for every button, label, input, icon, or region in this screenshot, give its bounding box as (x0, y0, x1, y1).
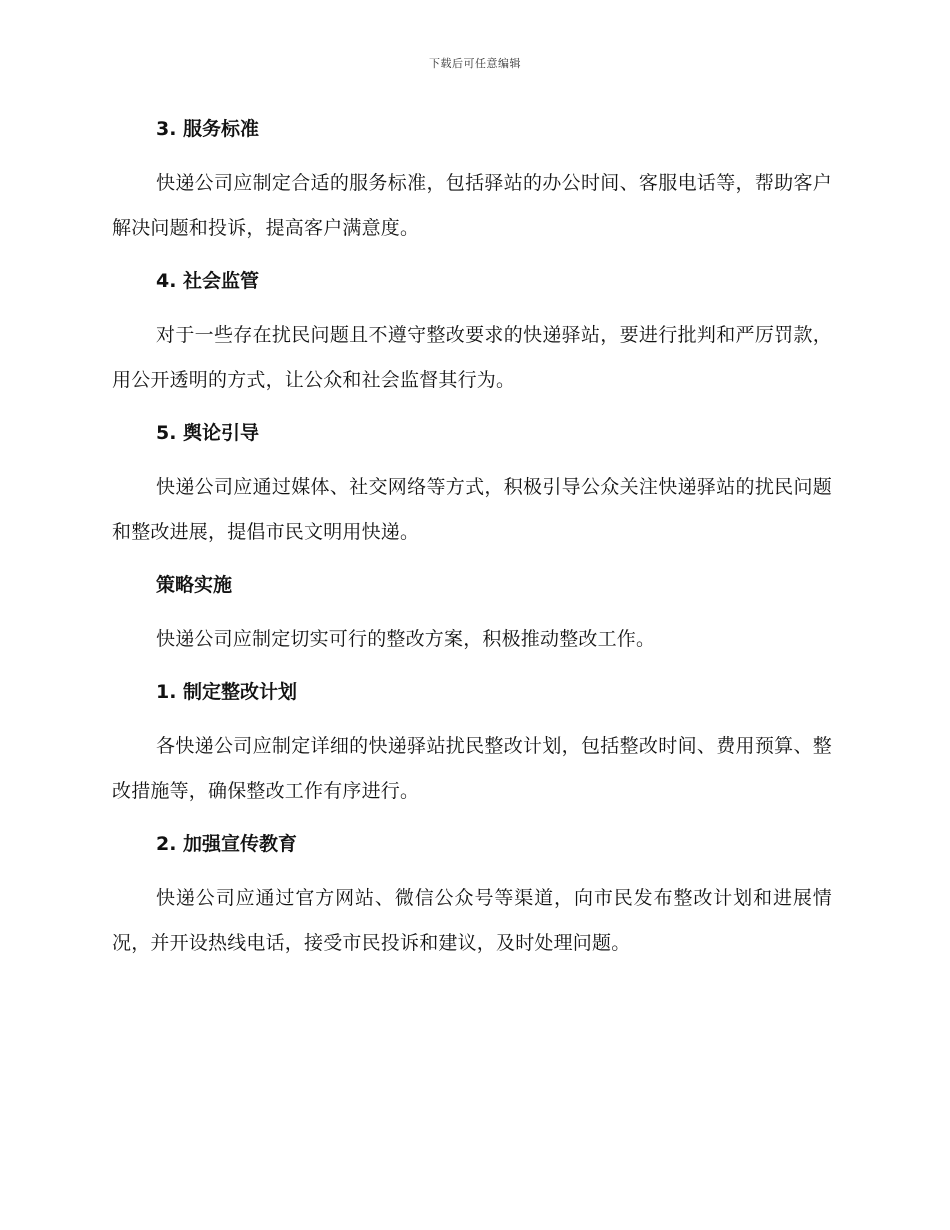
heading-service-standard: 3. 服务标准 (156, 118, 260, 140)
heading-rectification-plan: 1. 制定整改计划 (156, 681, 298, 703)
heading-publicity-education: 2. 加强宣传教育 (156, 833, 298, 855)
heading-social-supervision: 4. 社会监管 (156, 270, 260, 292)
heading-public-opinion: 5. 舆论引导 (156, 422, 260, 444)
paragraph-rectification-plan: 各快递公司应制定详细的快递驿站扰民整改计划，包括整改时间、费用预算、整改措施等，确保整改工作有序进行。 (112, 735, 832, 802)
paragraph-public-opinion: 快递公司应通过媒体、社交网络等方式，积极引导公众关注快递驿站的扰民问题和整改进展，提倡市民文明用快递。 (112, 476, 832, 543)
heading-strategy-implementation: 策略实施 (156, 574, 233, 596)
paragraph-service-standard: 快递公司应制定合适的服务标准，包括驿站的办公时间、客服电话等，帮助客户解决问题和投诉，提高客户满意度。 (112, 172, 832, 239)
header-note: 下载后可任意编辑 (429, 57, 521, 70)
document-body (112, 112, 832, 979)
paragraph-strategy-implementation: 快递公司应制定切实可行的整改方案，积极推动整改工作。 (156, 628, 656, 650)
paragraph-social-supervision: 对于一些存在扰民问题且不遵守整改要求的快递驿站，要进行批判和严厉罚款，用公开透明的方式，让公众和社会监督其行为。 (112, 324, 832, 391)
paragraph-publicity-education: 快递公司应通过官方网站、微信公众号等渠道，向市民发布整改计划和进展情况，并开设热线电话，接受市民投诉和建议，及时处理问题。 (112, 887, 832, 954)
